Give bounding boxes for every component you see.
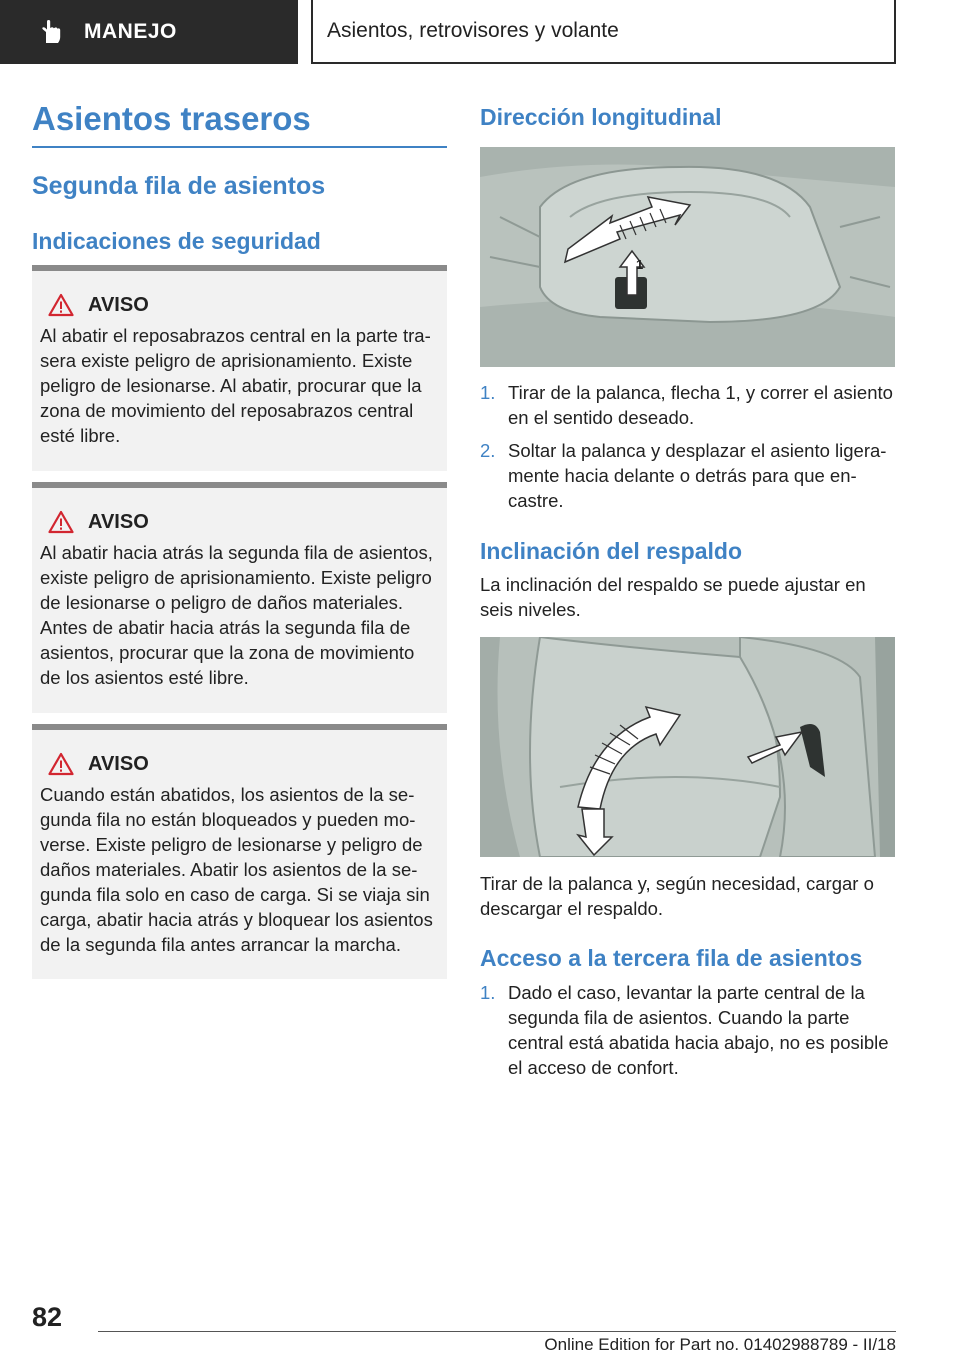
warning-label: AVISO — [88, 510, 149, 533]
hand-pointer-icon — [38, 19, 64, 45]
warning-box-3 — [32, 724, 447, 979]
section-subtitle: Segunda fila de asientos — [32, 172, 326, 200]
seat-longitudinal-illustration — [480, 147, 895, 367]
list-item — [480, 980, 896, 1080]
step-number: 2. — [480, 440, 496, 461]
warning-triangle-icon — [48, 752, 74, 776]
step-text: Soltar la palanca y desplazar el asiento ligeramente hacia delante o detrás para que encastre. — [508, 440, 887, 511]
inclination-heading: Inclinación del respaldo — [480, 538, 743, 564]
third-row-heading: Acceso a la tercera fila de asientos — [480, 945, 863, 971]
chapter-label: Asientos, retrovisores y volante — [327, 19, 619, 42]
warning-text: Al abatir el reposabrazos central en la parte trasera existe peligro de aprisionamiento. Existe peligro de lesionarse. Al abatir, procurar que la zona de movimiento del reposabrazos central esté libre. — [40, 325, 431, 446]
longitudinal-heading: Dirección longitudinal — [480, 104, 722, 130]
section-tab — [0, 0, 298, 64]
warning-box-1 — [32, 265, 447, 471]
title-rule — [32, 146, 447, 148]
chapter-box — [311, 0, 896, 64]
list-item — [480, 380, 896, 430]
safety-heading: Indicaciones de seguridad — [32, 228, 321, 254]
page-title: Asientos traseros — [32, 100, 311, 137]
longitudinal-steps — [480, 380, 896, 521]
warning-label: AVISO — [88, 293, 149, 316]
warning-label: AVISO — [88, 752, 149, 775]
backrest-inclination-illustration — [480, 637, 895, 857]
warning-box-2 — [32, 482, 447, 713]
figure-callout: 1 — [636, 257, 644, 272]
step-text: Dado el caso, levantar la parte central de la segunda fila de asientos. Cuando la parte central está abatida hacia abajo, no es posible el acceso de confort. — [508, 982, 889, 1078]
list-item — [480, 438, 896, 513]
warning-triangle-icon — [48, 293, 74, 317]
inclination-intro: La inclinación del respaldo se puede ajustar en seis niveles. — [480, 574, 866, 620]
third-row-steps — [480, 980, 896, 1088]
section-label: MANEJO — [84, 20, 177, 43]
warning-text: Cuando están abatidos, los asientos de la segunda fila no están bloqueados y pueden moverse. Existe peligro de lesionarse y peligro de daños materiales. Abatir los asientos de la segunda fila solo en caso de carga. Si se viaja sin carga, abatir hacia atrás y bloquear los asientos de la segunda fila antes arrancar la marcha. — [40, 784, 433, 955]
step-number: 1. — [480, 382, 496, 403]
footer-edition: Online Edition for Part no. 01402988789 - II/18 — [544, 1335, 896, 1354]
warning-triangle-icon — [48, 510, 74, 534]
inclination-instruction: Tirar de la palanca y, según necesidad, cargar o descargar el respaldo. — [480, 873, 874, 919]
step-text: Tirar de la palanca, flecha 1, y correr el asiento en el sentido deseado. — [508, 382, 893, 428]
warning-text: Al abatir hacia atrás la segunda fila de asientos, existe peligro de aprisionamiento. Existe peligro de lesionarse o peligro de daños materiales. Antes de abatir hacia atrás la segunda fila de asientos, procurar que la zona de movimiento de los asientos esté libre. — [40, 542, 433, 688]
page-number: 82 — [32, 1302, 63, 1332]
step-number: 1. — [480, 982, 496, 1003]
footer-rule — [98, 1331, 896, 1332]
